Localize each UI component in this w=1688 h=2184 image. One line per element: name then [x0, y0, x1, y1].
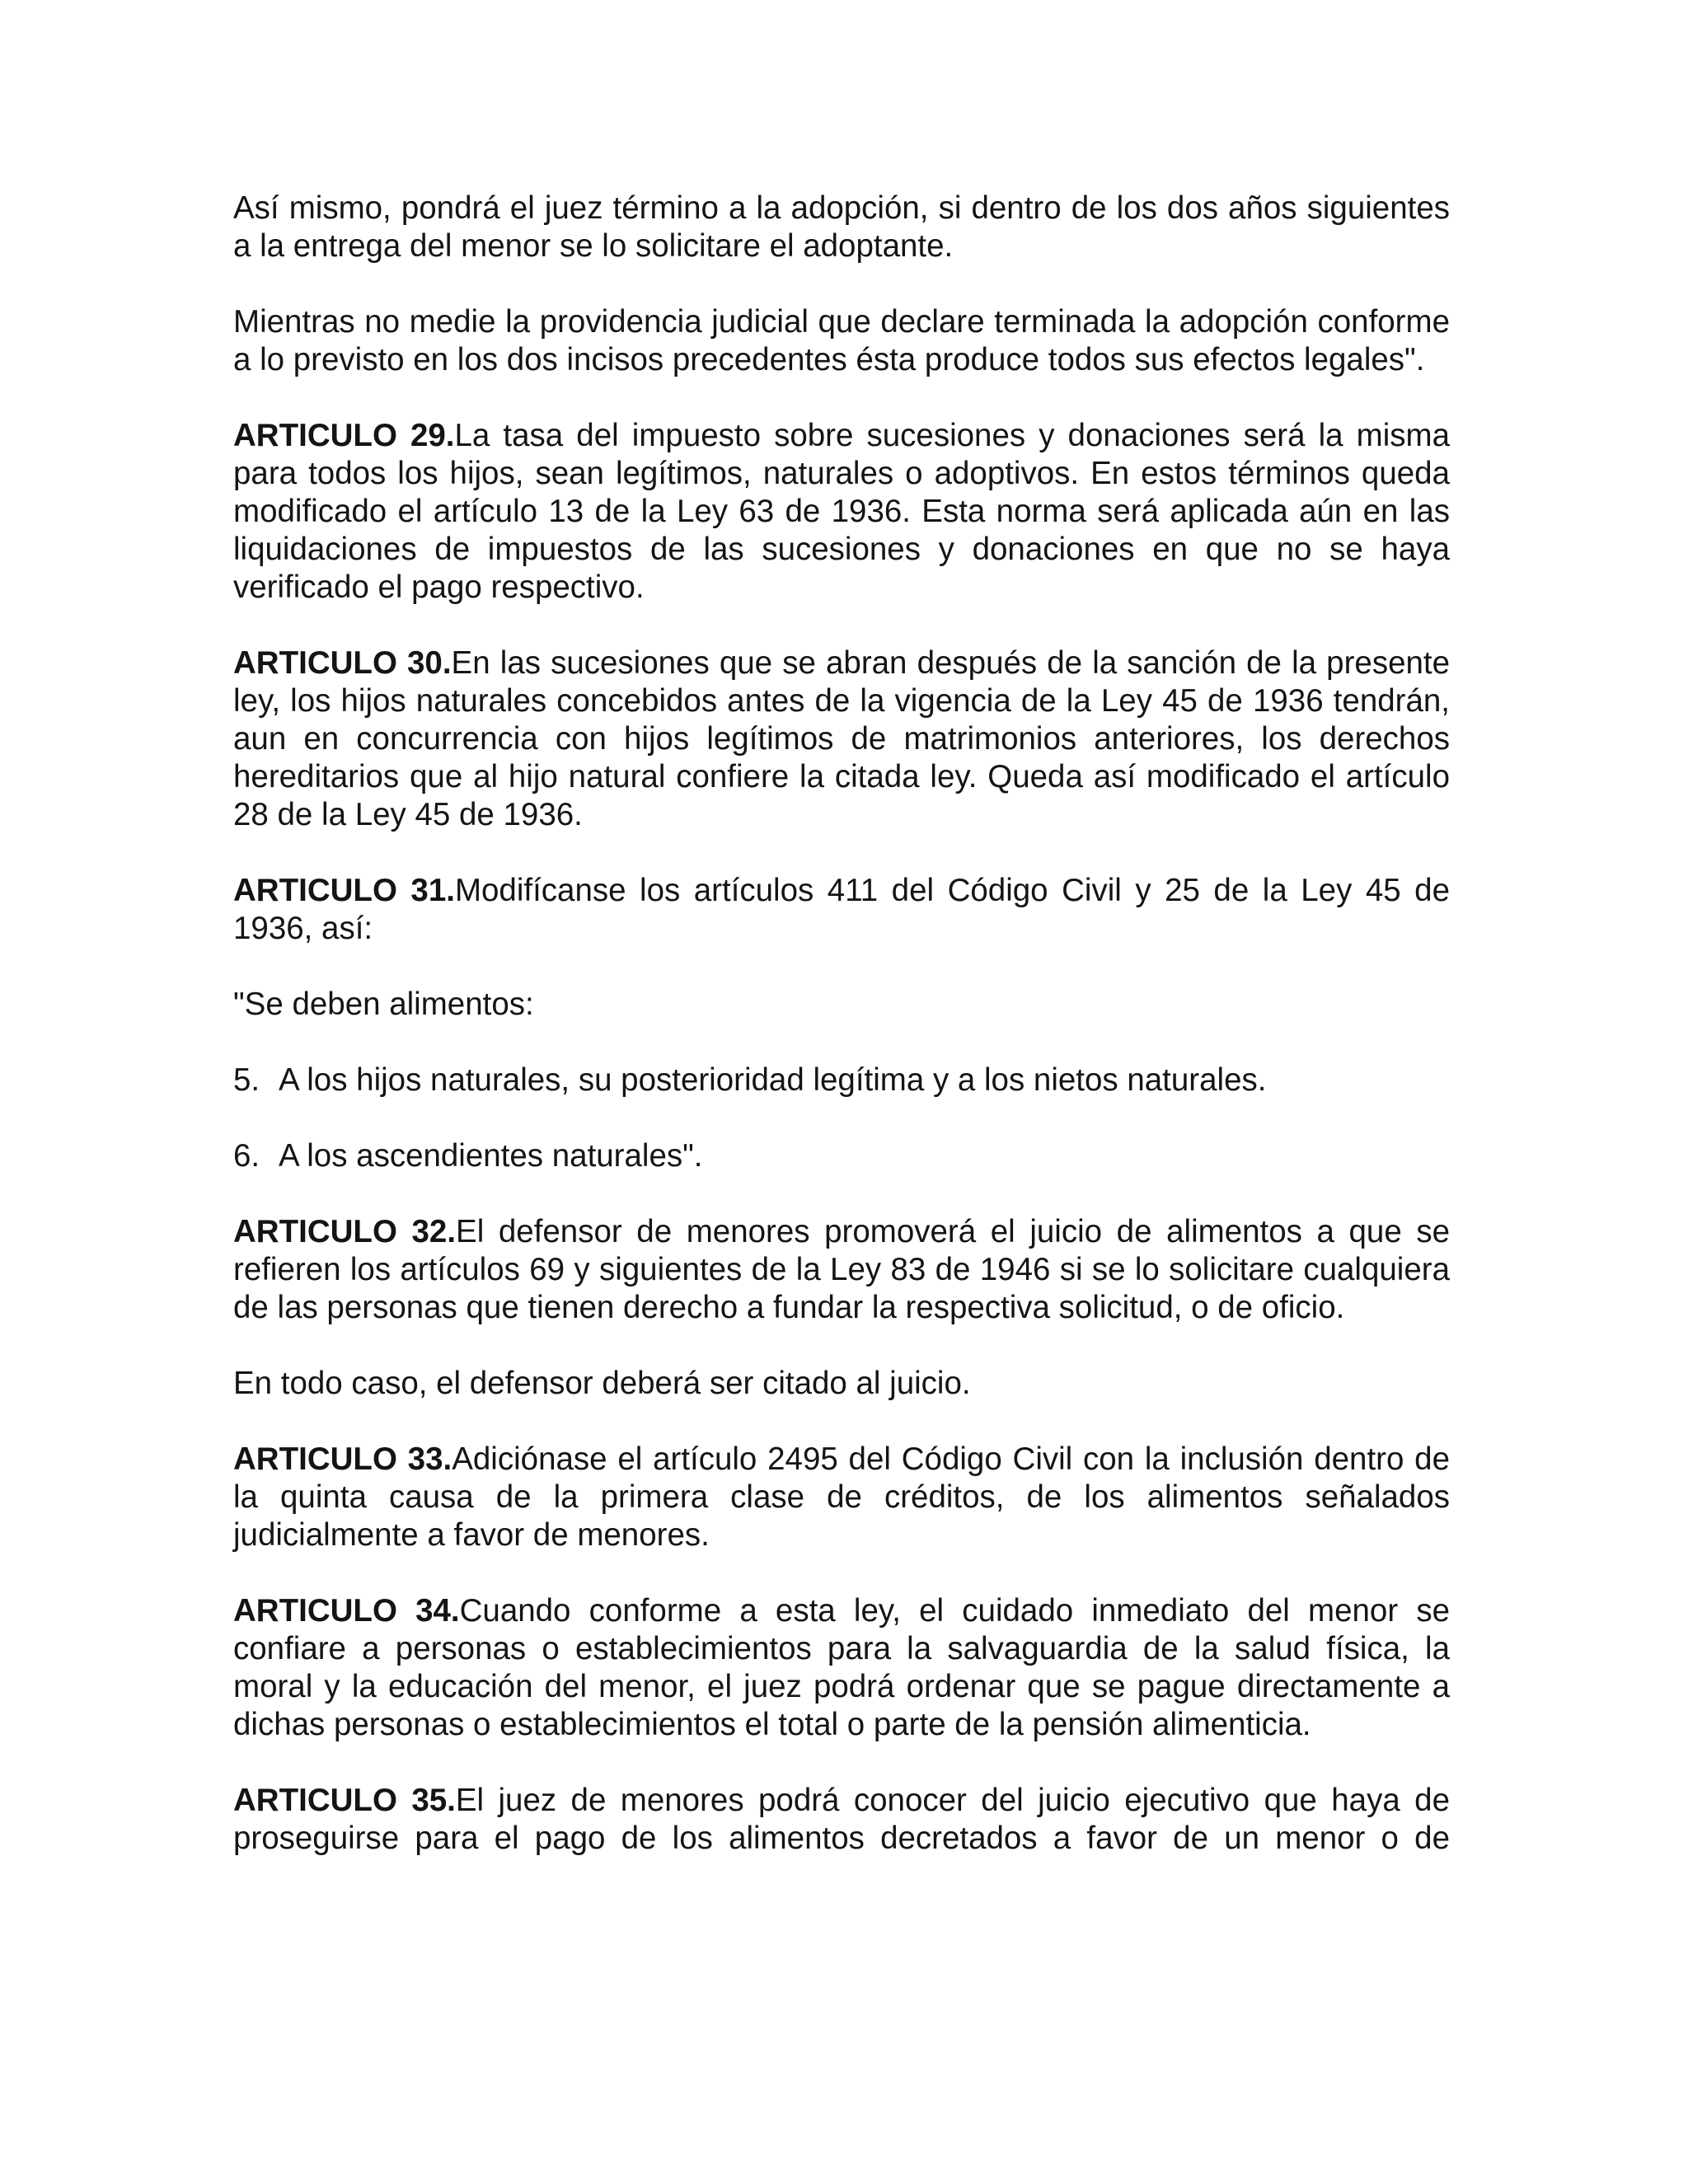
paragraph-adopcion-termino [233, 190, 1450, 265]
article-29 [233, 417, 1450, 607]
article-text: Modifícanse los artículos 411 del Código Civil y 25 de la Ley 45 de 1936, así: [233, 873, 1450, 946]
list-item-text: A los ascendientes naturales". [279, 1138, 703, 1174]
paragraph-alimentos-intro [233, 986, 1450, 1024]
paragraph-text: En todo caso, el defensor deberá ser citado al juicio. [233, 1366, 971, 1401]
article-label: ARTICULO 30. [233, 645, 452, 681]
article-34 [233, 1592, 1450, 1744]
document-page [233, 190, 1450, 1896]
article-text: Cuando conforme a esta ley, el cuidado inmediato del menor se confiare a personas o establecimientos para la salvaguardia de la salud física, la moral y la educación del menor, el juez podrá ordenar que se pague directamente a dichas personas o establecimientos el total o parte de la pensión alimenticia. [233, 1593, 1451, 1742]
article-label: ARTICULO 31. [233, 873, 455, 908]
article-text: La tasa del impuesto sobre sucesiones y donaciones será la misma para todos los hijos, sean legítimos, naturales o adoptivos. En estos términos queda modificado el artículo 13 de la Ley 63 de 1936. Esta norma será aplicada aún en las liquidaciones de impuestos de las sucesiones y donaciones en que no se haya verificado el pago respectivo. [233, 418, 1450, 605]
paragraph-defensor-citado [233, 1365, 1450, 1403]
article-label: ARTICULO 32. [233, 1214, 457, 1249]
list-item-number: 5. [233, 1062, 260, 1098]
paragraph-text: "Se deben alimentos: [233, 987, 534, 1022]
article-text: El defensor de menores promoverá el juicio de alimentos a que se refieren los artículos 69 y siguientes de la Ley 83 de 1946 si se lo solicitare cualquiera de las personas que tienen derecho a fundar la respectiva solicitud, o de oficio. [233, 1214, 1451, 1325]
article-label: ARTICULO 35. [233, 1783, 456, 1818]
article-text: Adiciónase el artículo 2495 del Código Civil con la inclusión dentro de la quinta causa de la primera clase de créditos, de los alimentos señalados judicialmente a favor de menores. [233, 1441, 1450, 1553]
article-label: ARTICULO 33. [233, 1441, 452, 1477]
article-text: En las sucesiones que se abran después de la sanción de la presente ley, los hijos naturales concebidos antes de la vigencia de la Ley 45 de 1936 tendrán, aun en concurrencia con hijos legítimos de matrimonios anteriores, los derechos hereditarios que al hijo natural confiere la citada ley. Queda así modificado el artículo 28 de la Ley 45 de 1936. [233, 645, 1451, 832]
list-item-5 [233, 1062, 1450, 1099]
paragraph-providencia-judicial [233, 303, 1450, 379]
article-31 [233, 872, 1450, 948]
article-30 [233, 644, 1450, 834]
article-label: ARTICULO 29. [233, 418, 455, 453]
paragraph-text: Mientras no medie la providencia judicial que declare terminada la adopción conforme a lo previsto en los dos incisos precedentes ésta produce todos sus efectos legales". [233, 304, 1450, 377]
article-35 [233, 1782, 1450, 1858]
article-text: El juez de menores podrá conocer del juicio ejecutivo que haya de proseguirse para el pago de los alimentos decretados a favor de un menor o de [233, 1783, 1450, 1856]
list-item-number: 6. [233, 1138, 260, 1174]
list-item-text: A los hijos naturales, su posterioridad legítima y a los nietos naturales. [279, 1062, 1267, 1098]
article-33 [233, 1441, 1450, 1554]
paragraph-text: Así mismo, pondrá el juez término a la adopción, si dentro de los dos años siguientes a la entrega del menor se lo solicitare el adoptante. [233, 190, 1450, 264]
list-item-6 [233, 1137, 1450, 1175]
article-32 [233, 1213, 1450, 1327]
article-label: ARTICULO 34. [233, 1593, 460, 1629]
